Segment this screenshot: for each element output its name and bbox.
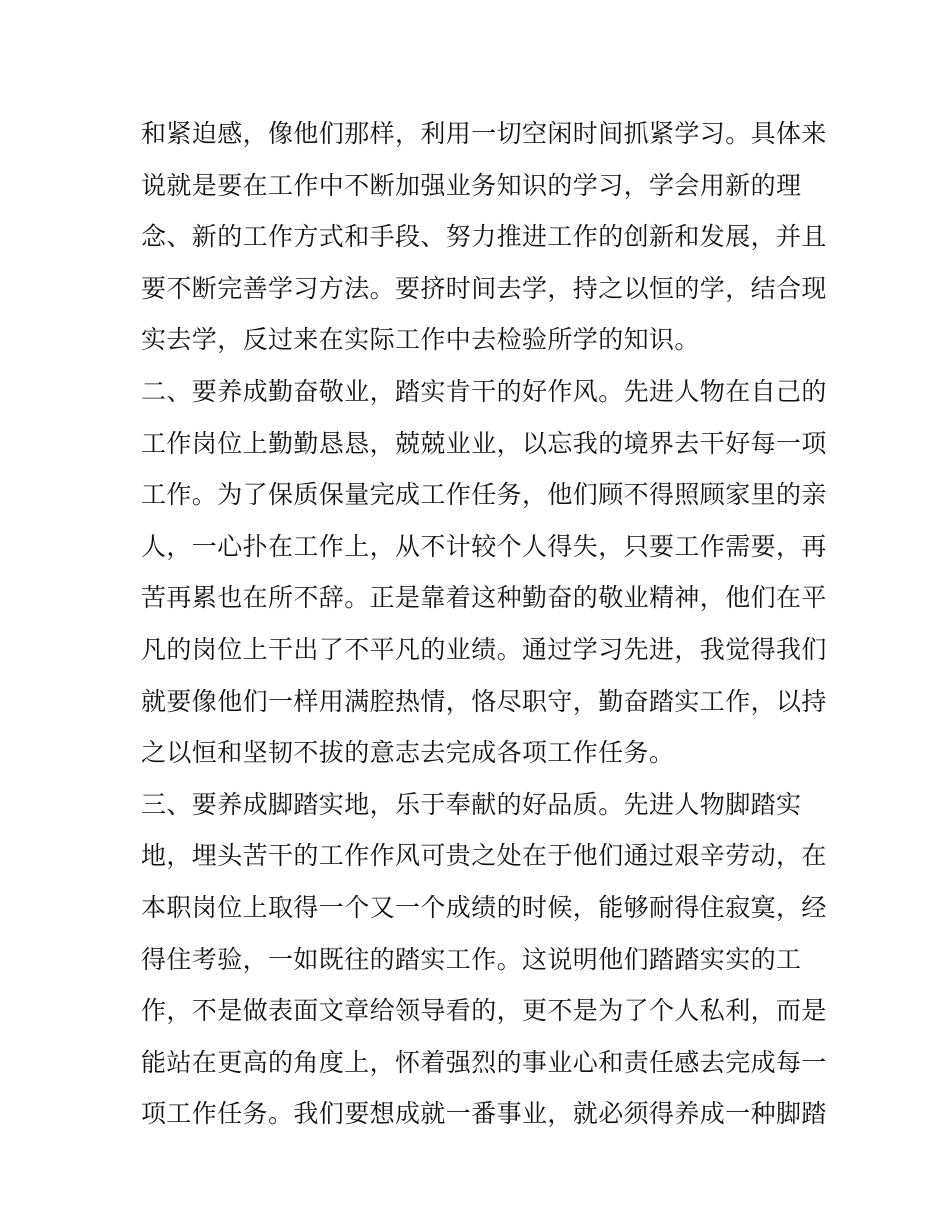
text-line: 凡的岗位上干出了不平凡的业绩。通过学习先进，我觉得我们 [141,634,827,664]
text-line: 说就是要在工作中不断加强业务知识的学习，学会用新的理 [141,170,802,200]
document-body [141,108,827,1140]
text-line: 地，埋头苦干的工作作风可贵之处在于他们通过艰辛劳动，在 [141,841,827,871]
text-line: 工作岗位上勤勤恳恳，兢兢业业，以忘我的境界去干好每一项 [141,428,827,458]
text-line: 念、新的工作方式和手段、努力推进工作的创新和发展，并且 [141,222,827,252]
text-line: 实去学，反过来在实际工作中去检验所学的知识。 [141,325,700,355]
text-line: 就要像他们一样用满腔热情，恪尽职守，勤奋踏实工作，以持 [141,686,827,716]
text-line: 作，不是做表面文章给领导看的，更不是为了个人私利，而是 [141,996,827,1026]
text-line: 人，一心扑在工作上，从不计较个人得失，只要工作需要，再 [141,531,827,561]
text-line: 工作。为了保质保量完成工作任务，他们顾不得照顾家里的亲 [141,480,827,510]
text-line: 要不断完善学习方法。要挤时间去学，持之以恒的学，结合现 [141,273,827,303]
text-line: 能站在更高的角度上，怀着强烈的事业心和责任感去完成每一 [141,1047,827,1077]
text-line: 本职岗位上取得一个又一个成绩的时候，能够耐得住寂寞，经 [141,892,827,922]
text-line: 之以恒和坚韧不拔的意志去完成各项工作任务。 [141,738,675,768]
text-line: 项工作任务。我们要想成就一番事业，就必须得养成一种脚踏 [141,1099,827,1129]
text-line: 三、要养成脚踏实地，乐于奉献的好品质。先进人物脚踏实 [141,789,802,819]
text-line: 和紧迫感，像他们那样，利用一切空闲时间抓紧学习。具体来 [141,119,827,148]
text-line: 得住考验，一如既往的踏实工作。这说明他们踏踏实实的工 [141,944,802,974]
text-line: 二、要养成勤奋敬业，踏实肯干的好作风。先进人物在自己的 [141,376,827,406]
text-line: 苦再累也在所不辞。正是靠着这种勤奋的敬业精神，他们在平 [141,583,827,613]
